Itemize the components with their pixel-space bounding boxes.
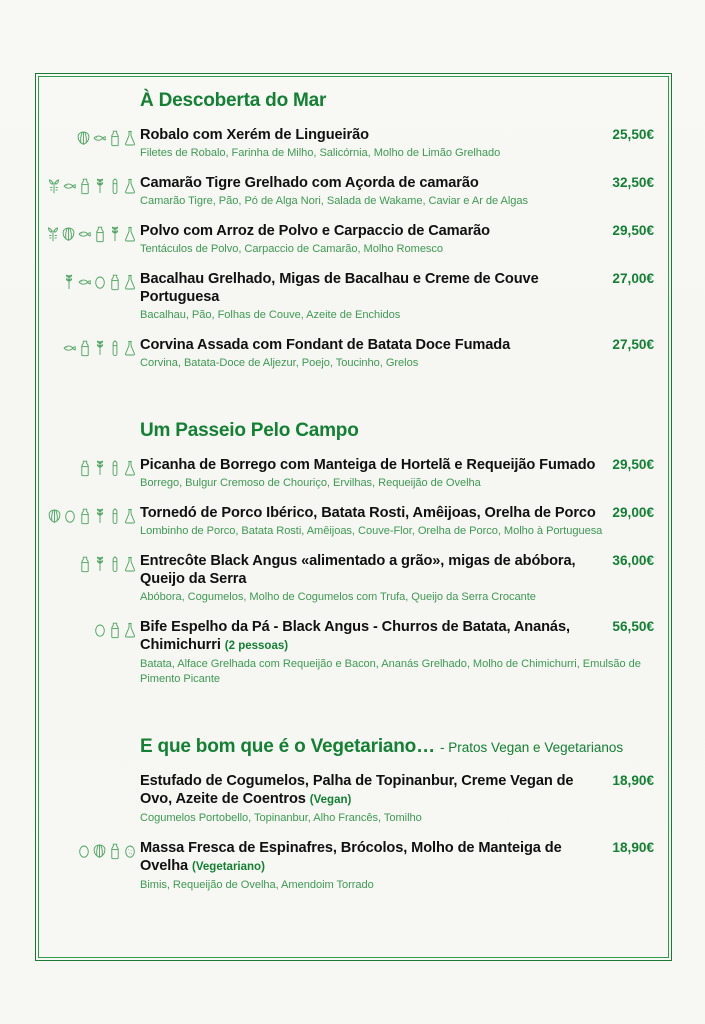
menu-item-qualifier: (Vegetariano): [192, 861, 265, 873]
menu-item-title-text: Picanha de Borrego com Manteiga de Hortelã e Requeijão Fumado: [140, 457, 596, 473]
menu-item: [58, 504, 654, 539]
milk-icon: [93, 224, 107, 244]
menu-item-title: [140, 126, 369, 144]
milk-icon: [78, 554, 92, 574]
menu-item-description: Bimis, Requeijão de Ovelha, Amendoim Torrado: [140, 879, 374, 891]
menu-item-title-row: [140, 772, 654, 809]
menu-item-description: Cogumelos Portobello, Topinanbur, Alho Francês, Tomilho: [140, 812, 422, 824]
menu-item-title-text: Tornedó de Porco Ibérico, Batata Rosti, Amêijoas, Orelha de Porco: [140, 505, 596, 521]
menu-content: [58, 90, 654, 906]
menu-item-title-text: Massa Fresca de Espinafres, Brócolos, Molho de Manteiga de Ovelha: [140, 840, 562, 874]
soy-icon: [108, 458, 122, 478]
section-spacer: [58, 384, 654, 420]
menu-item-price: 27,00€: [612, 271, 654, 286]
menu-item-price: 29,50€: [612, 223, 654, 238]
section-spacer: [58, 700, 654, 736]
section-heading: [140, 420, 654, 442]
gluten-icon: [93, 506, 107, 526]
menu-item-body: [140, 839, 654, 893]
menu-item-body: [140, 126, 654, 161]
menu-item-title-text: Polvo com Arroz de Polvo e Carpaccio de Camarão: [140, 223, 490, 239]
shellfish-icon: [47, 506, 62, 526]
sulfites-icon: [123, 224, 137, 244]
menu-item-title-row: [140, 126, 654, 144]
menu-item-title-row: [140, 336, 654, 354]
menu-item: [58, 126, 654, 161]
fish-icon: [62, 338, 77, 358]
fish-icon: [77, 272, 92, 292]
sulfites-icon: [123, 506, 137, 526]
milk-icon: [78, 506, 92, 526]
section-heading-subtitle: - Pratos Vegan e Vegetarianos: [440, 740, 624, 755]
menu-item-price: 29,50€: [612, 457, 654, 472]
menu-item: [58, 839, 654, 893]
menu-item-price: 18,90€: [612, 840, 654, 855]
menu-item-body: [140, 456, 654, 491]
menu-item-title-text: Entrecôte Black Angus «alimentado a grão», migas de abóbora, Queijo da Serra: [140, 553, 576, 587]
menu-item-description: Abóbora, Cogumelos, Molho de Cogumelos com Trufa, Queijo da Serra Crocante: [140, 591, 536, 603]
menu-item-price: 29,00€: [612, 505, 654, 520]
section-heading: [140, 90, 654, 112]
soy-icon: [108, 554, 122, 574]
section-heading: [140, 736, 654, 758]
menu-item-title-row: [140, 222, 654, 240]
soy-icon: [108, 506, 122, 526]
menu-item: [58, 222, 654, 257]
menu-item-description: Lombinho de Porco, Batata Rosti, Amêijoas, Couve-Flor, Orelha de Porco, Molho à Portuguesa: [140, 525, 603, 537]
menu-item: [58, 456, 654, 491]
menu-section: [58, 90, 654, 371]
gluten-icon: [93, 458, 107, 478]
fish-icon: [77, 224, 92, 244]
milk-icon: [78, 176, 92, 196]
sulfites-icon: [123, 176, 137, 196]
menu-item-body: [140, 552, 654, 605]
section-heading-text: À Descoberta do Mar: [140, 90, 327, 111]
sulfites-icon: [123, 458, 137, 478]
menu-item-title-row: [140, 174, 654, 192]
milk-icon: [108, 620, 122, 640]
sulfites-icon: [123, 128, 137, 148]
menu-item-description: Camarão Tigre, Pão, Pó de Alga Nori, Salada de Wakame, Caviar e Ar de Algas: [140, 195, 529, 207]
gluten-icon: [62, 272, 76, 292]
menu-item-title: [140, 336, 510, 354]
menu-item-price: 56,50€: [612, 619, 654, 634]
menu-item-title: [140, 456, 595, 474]
menu-item-body: [140, 270, 654, 323]
allergen-icon-group: [58, 839, 140, 863]
menu-item-title-row: [140, 456, 654, 474]
soy-icon: [108, 176, 122, 196]
fish-icon: [92, 128, 107, 148]
crustacean-icon: [46, 224, 60, 244]
menu-item-body: [140, 174, 654, 209]
allergen-icon-group: [58, 222, 140, 246]
sulfites-icon: [123, 620, 137, 640]
menu-item-body: [140, 222, 654, 257]
sulfites-icon: [123, 272, 137, 292]
menu-item-body: [140, 504, 654, 539]
menu-item: [58, 618, 654, 687]
menu-item: [58, 270, 654, 323]
milk-icon: [108, 841, 122, 861]
sulfites-icon: [123, 554, 137, 574]
shellfish-icon: [61, 224, 76, 244]
menu-item-description: Filetes de Robalo, Farinha de Milho, Salicórnia, Molho de Limão Grelhado: [140, 147, 501, 159]
menu-item-title: [140, 222, 490, 240]
menu-item-title-row: [140, 839, 654, 876]
menu-item-description: Tentáculos de Polvo, Carpaccio de Camarão, Molho Romesco: [140, 243, 444, 255]
allergen-icon-group: [58, 336, 140, 360]
menu-item-title: [140, 552, 608, 588]
gluten-icon: [93, 176, 107, 196]
menu-item-price: 36,00€: [612, 553, 654, 568]
menu-item-body: [140, 336, 654, 371]
menu-item-title-text: Corvina Assada com Fondant de Batata Doce Fumada: [140, 337, 511, 353]
allergen-icon-group: [58, 504, 140, 528]
allergen-icon-group: [58, 126, 140, 150]
menu-item: [58, 772, 654, 826]
gluten-icon: [108, 224, 122, 244]
egg-icon: [63, 506, 77, 526]
menu-section: [58, 736, 654, 893]
milk-icon: [78, 458, 92, 478]
milk-icon: [108, 128, 122, 148]
menu-item-title-row: [140, 270, 654, 306]
fish-icon: [62, 176, 77, 196]
menu-item-title-text: Bife Espelho da Pá - Black Angus - Churros de Batata, Ananás, Chimichurri: [140, 619, 570, 653]
allergen-icon-group: [58, 456, 140, 480]
menu-item-title-row: [140, 552, 654, 588]
section-heading-text: E que bom que é o Vegetariano…: [140, 736, 435, 757]
milk-icon: [78, 338, 92, 358]
menu-item-description: Batata, Alface Grelhada com Requeijão e Bacon, Ananás Grelhado, Molho de Chimichurri, Emulsão de Pimento Picante: [140, 658, 641, 685]
sulfites-icon: [123, 338, 137, 358]
menu-item-title: [140, 618, 608, 655]
egg-icon: [93, 272, 107, 292]
egg-icon: [77, 841, 91, 861]
menu-item-price: 32,50€: [612, 175, 654, 190]
menu-item: [58, 174, 654, 209]
nuts-icon: [123, 841, 137, 861]
menu-item-description: Bacalhau, Pão, Folhas de Couve, Azeite de Enchidos: [140, 309, 401, 321]
section-heading-text: Um Passeio Pelo Campo: [140, 420, 359, 441]
menu-item-title-row: [140, 618, 654, 655]
allergen-icon-group: [58, 270, 140, 294]
menu-item-title-text: Estufado de Cogumelos, Palha de Topinanbur, Creme Vegan de Ovo, Azeite de Coentros: [140, 773, 574, 807]
menu-item-description: Corvina, Batata-Doce de Aljezur, Poejo, Toucinho, Grelos: [140, 357, 419, 369]
menu-item-description: Borrego, Bulgur Cremoso de Chouriço, Ervilhas, Requeijão de Ovelha: [140, 477, 481, 489]
shellfish-icon: [92, 841, 107, 861]
menu-item-price: 25,50€: [612, 127, 654, 142]
menu-section: [58, 420, 654, 687]
menu-item-qualifier: (Vegan): [309, 794, 352, 806]
menu-item-body: [140, 772, 654, 826]
allergen-icon-group: [58, 174, 140, 198]
menu-item-title: [140, 270, 608, 306]
gluten-icon: [93, 554, 107, 574]
menu-item-title: [140, 504, 596, 522]
milk-icon: [108, 272, 122, 292]
menu-item-title-text: Bacalhau Grelhado, Migas de Bacalhau e Creme de Couve Portuguesa: [140, 271, 539, 305]
menu-item-price: 27,50€: [612, 337, 654, 352]
egg-icon: [93, 620, 107, 640]
gluten-icon: [93, 338, 107, 358]
menu-item-title: [140, 772, 608, 809]
shellfish-icon: [76, 128, 91, 148]
menu-item-title-row: [140, 504, 654, 522]
allergen-icon-group: [58, 552, 140, 576]
menu-item: [58, 336, 654, 371]
menu-item-qualifier: (2 pessoas): [224, 640, 289, 652]
allergen-icon-group: [58, 618, 140, 642]
menu-item-title-text: Robalo com Xerém de Lingueirão: [140, 127, 369, 143]
soy-icon: [108, 338, 122, 358]
menu-item-body: [140, 618, 654, 687]
crustacean-icon: [47, 176, 61, 196]
menu-item-title-text: Camarão Tigre Grelhado com Açorda de camarão: [140, 175, 479, 191]
menu-item-title: [140, 174, 479, 192]
menu-item-price: 18,90€: [612, 773, 654, 788]
menu-item: [58, 552, 654, 605]
menu-item-title: [140, 839, 608, 876]
allergen-icon-group: [58, 772, 140, 796]
